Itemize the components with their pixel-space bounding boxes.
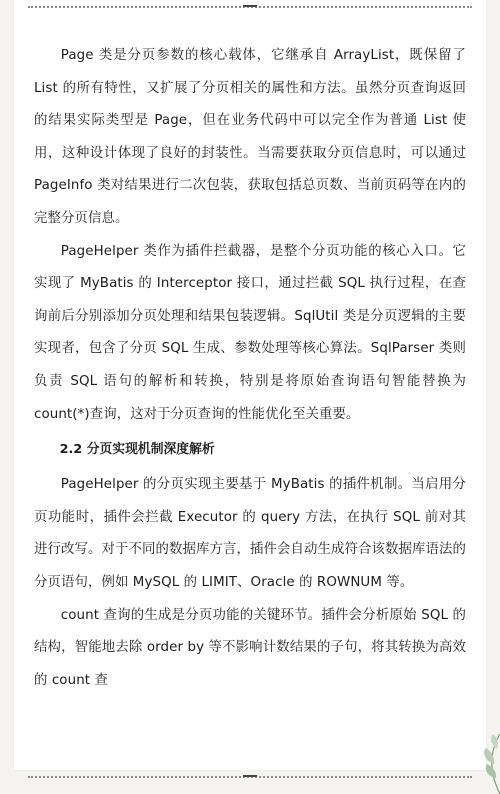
bottom-center-mark: [243, 775, 257, 777]
paragraph-count-query: count 查询的生成是分页功能的关键环节。插件会分析原始 SQL 的结构，智能地去除 order by 等不影响计数结果的子句，将其转换为高效的 count 查: [34, 607, 466, 688]
leaf-decoration-icon: [460, 704, 500, 794]
paragraph-plugin-mechanism: PageHelper 的分页实现主要基于 MyBatis 的插件机制。当启用分页功能时，插件会拦截 Executor 的 query 方法，在执行 SQL 前对其进行改写。对于不同的数据库方言，插件会自动生成符合该数据库语法的分页语句，例如 MySQL 的 LIMIT、Oracle 的 ROWNUM 等。: [34, 477, 466, 590]
paragraph-page-class: Page 类是分页参数的核心载体，它继承自 ArrayList，既保留了 List 的所有特性，又扩展了分页相关的属性和方法。虽然分页查询返回的结果实际类型是 Page，但在业务代码中可以完全作为普通 List 使用，这种设计体现了良好的封装性。当需要获取分页信息时，可以通过 PageInfo 类对结果进行二次包装，获取包括总页数、当前页码等在内的完整分页信息。: [34, 48, 466, 226]
top-center-mark: [243, 5, 257, 7]
paragraph-pagehelper-class: PageHelper 类作为插件拦截器，是整个分页功能的核心入口。它实现了 MyBatis 的 Interceptor 接口，通过拦截 SQL 执行过程，在查询前后分别添加分页处理和结果包装逻辑。SqlUtil 类是分页逻辑的主要实现者，包含了分页 SQL 生成、参数处理等核心算法。SqlParser 类则负责 SQL 语句的解析和转换，特别是将原始查询语句智能替换为 count(*)查询，这对于分页查询的性能优化至关重要。: [34, 243, 466, 422]
document-body: [34, 40, 466, 697]
section-heading: 2.2 分页实现机制深度解析: [59, 442, 215, 458]
